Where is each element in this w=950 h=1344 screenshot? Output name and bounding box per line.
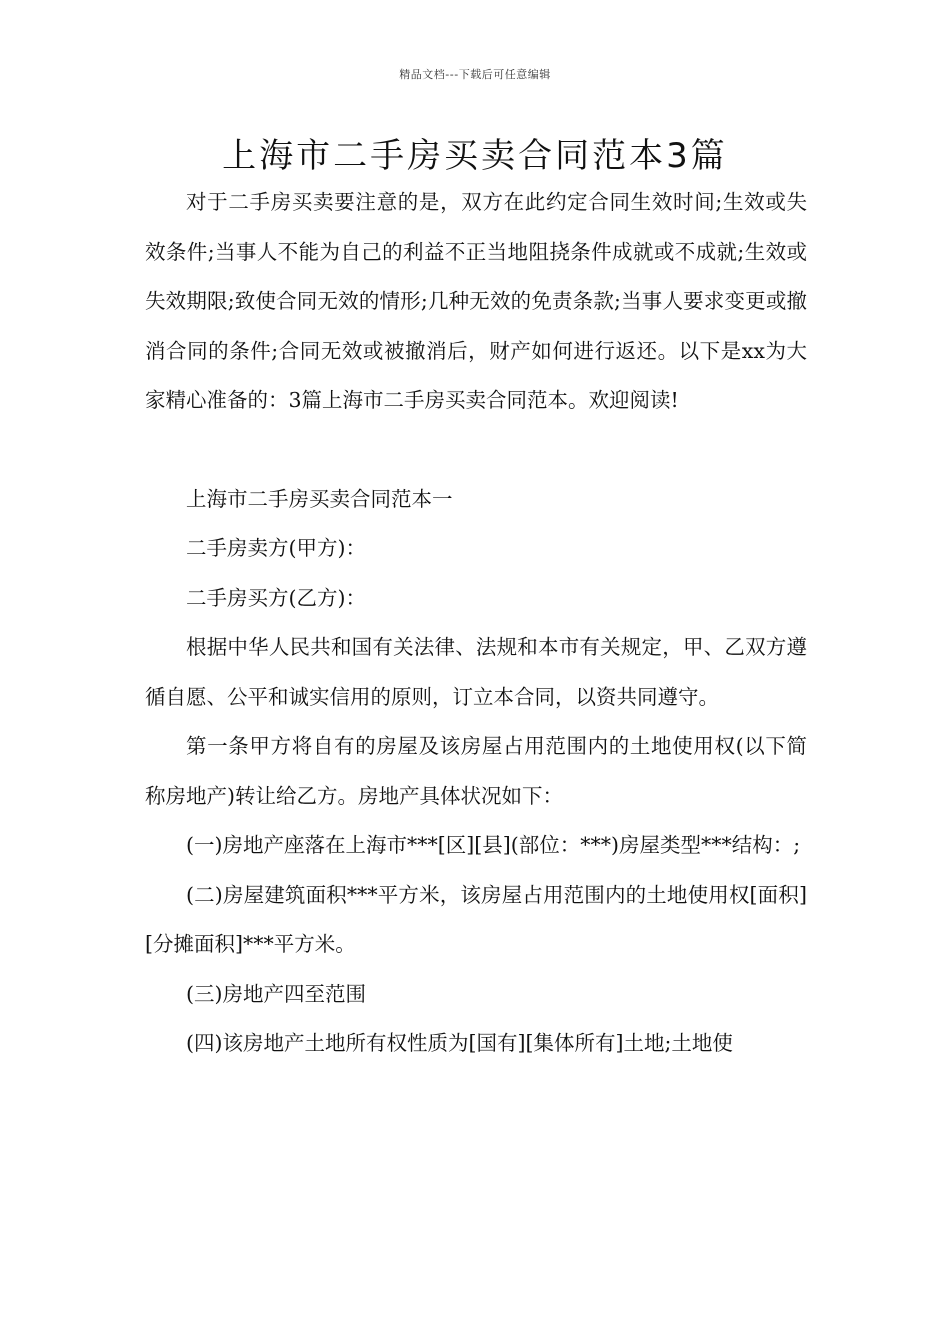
article-1-paragraph: 第一条甲方将自有的房屋及该房屋占用范围内的土地使用权(以下简称房地产)转让给乙方。房地产具体状况如下： (145, 734, 807, 808)
section-title: 上海市二手房买卖合同范本一 (186, 486, 453, 511)
item-4-paragraph: (四)该房地产土地所有权性质为[国有][集体所有]土地;土地使 (186, 1031, 733, 1055)
intro-paragraph: 对于二手房买卖要注意的是，双方在此约定合同生效时间;生效或失效条件;当事人不能为自己的利益不正当地阻挠条件成就或不成就;生效或失效期限;致使合同无效的情形;几种无效的免责条款;当事人要求变更或撤消合同的条件;合同无效或被撤消后，财产如何进行返还。以下是xx为大家精心准备的：3篇上海市二手房买卖合同范本。欢迎阅读! (145, 190, 807, 412)
preamble-paragraph: 根据中华人民共和国有关法律、法规和本市有关规定，甲、乙双方遵循自愿、公平和诚实信用的原则，订立本合同，以资共同遵守。 (145, 635, 807, 709)
buyer-line: 二手房买方(乙方)： (186, 585, 366, 610)
page-header: 精品文档---下载后可任意编辑 (399, 68, 551, 81)
document-body (145, 178, 807, 1069)
item-2-paragraph: (二)房屋建筑面积***平方米，该房屋占用范围内的土地使用权[面积][分摊面积]***平方米。 (145, 882, 807, 956)
item-1-paragraph: (一)房地产座落在上海市***[区][县](部位：***)房屋类型***结构：; (186, 833, 801, 857)
document-title: 上海市二手房买卖合同范本3篇 (222, 136, 728, 176)
item-3-paragraph: (三)房地产四至范围 (186, 981, 366, 1006)
seller-line: 二手房卖方(甲方)： (186, 536, 366, 560)
